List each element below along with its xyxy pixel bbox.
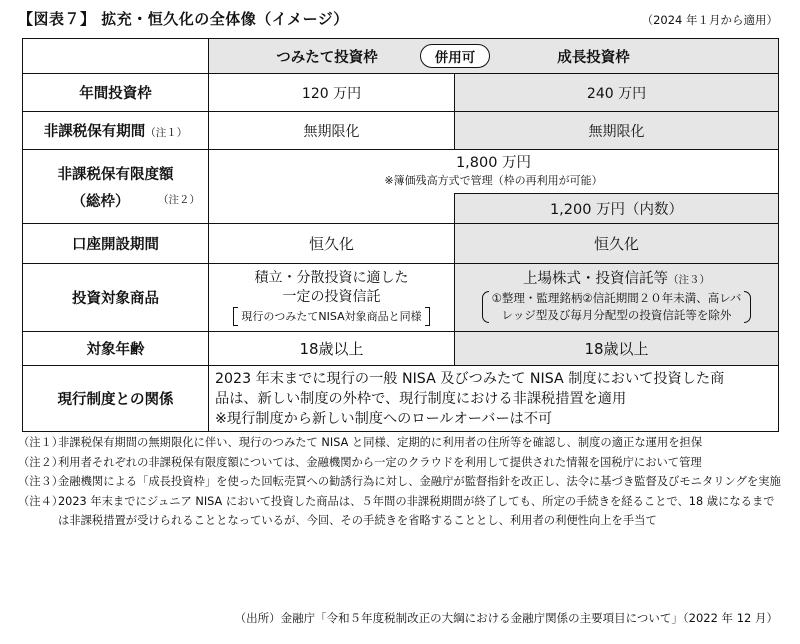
products-tsumitate-line1: 積立・分散投資に適した: [254, 270, 409, 286]
table-row: [23, 332, 779, 366]
age-seichou: 18歳以上: [455, 332, 779, 366]
row-label-account: 口座開設期間: [23, 224, 209, 264]
products-seichou-note-ref: （注３）: [668, 274, 710, 286]
footnote: [18, 492, 784, 531]
footnote: [18, 453, 784, 473]
row-label-limit: [23, 150, 209, 224]
products-seichou-line2: ①整理・監理銘柄②信託期間２０年未満、高レバ: [491, 291, 742, 305]
table-row: [23, 366, 779, 432]
footnote: [18, 433, 784, 453]
application-date-note: （2024 年１月から適用）: [641, 13, 778, 27]
period-tsumitate: 無期限化: [209, 112, 455, 150]
relation-cell: [209, 366, 779, 432]
footnote: [18, 472, 784, 492]
limit-total-sub: ※簿価残高方式で管理（枠の再利用が可能）: [384, 173, 603, 187]
row-label-products: 投資対象商品: [23, 264, 209, 332]
row-label-period: [23, 112, 209, 150]
footnotes: [18, 433, 784, 531]
footnote-text: 2023 年末までにジュニア NISA において投資した商品は、５年間の非課税期間が終了しても、所定の手続きを経ることで、18 歳になるまでは非課税措置が受けられることとなっているが、今回、その手続きを省略することとし、利用者の利便性向上を手当て: [58, 494, 775, 527]
limit-inner: 1,200 万円（内数）: [455, 194, 779, 224]
limit-label-line2: （総枠）: [71, 193, 130, 210]
footnote-text: 利用者それぞれの非課税保有限度額については、金融機関から一定のクラウドを利用して提供された情報を国税庁において管理: [58, 455, 702, 469]
relation-line3: ※現行制度から新しい制度へのロールオーバーは不可: [215, 410, 553, 427]
header-seichou: 成長投資枠: [557, 49, 630, 66]
relation-line1: 2023 年末までに現行の一般 NISA 及びつみたて NISA 制度において投資した商: [215, 370, 725, 387]
figure-title: 【図表７】 拡充・恒久化の全体像（イメージ）: [18, 10, 349, 28]
products-seichou-line3: レッジ型及び毎月分配型の投資信託等を除外: [501, 308, 732, 322]
footnote-tag: （注３）: [18, 475, 64, 488]
heiyou-badge: 併用可: [420, 44, 491, 68]
row-label-annual: 年間投資枠: [23, 74, 209, 112]
account-tsumitate: 恒久化: [209, 224, 455, 264]
footnote-text: 非課税保有期間の無期限化に伴い、現行のつみたて NISA と同様、定期的に利用者の住所等を確認し、制度の適正な運用を担保: [58, 436, 703, 449]
footnote-tag: （注４）: [18, 494, 64, 508]
limit-empty-cell: [209, 194, 455, 224]
age-tsumitate: 18歳以上: [209, 332, 455, 366]
limit-total: 1,800 万円: [455, 154, 532, 171]
table-row: [23, 74, 779, 112]
row-label-age: 対象年齢: [23, 332, 209, 366]
table-row: [23, 112, 779, 150]
products-tsumitate-line2: 一定の投資信託: [282, 289, 381, 305]
products-seichou-exclusions: [482, 290, 752, 324]
header-empty-cell: [23, 39, 209, 74]
limit-total-cell: [209, 150, 779, 194]
annual-seichou: 240 万円: [455, 74, 779, 112]
products-seichou: [455, 264, 779, 332]
row-label-relation: 現行制度との関係: [23, 366, 209, 432]
products-tsumitate: [209, 264, 455, 332]
products-tsumitate-line3: 現行のつみたてNISA対象商品と同様: [233, 307, 429, 326]
footnote-tag: （注２）: [18, 455, 64, 469]
account-seichou: 恒久化: [455, 224, 779, 264]
header-tsumitate: つみたて投資枠: [276, 49, 378, 66]
products-seichou-line1: 上場株式・投資信託等: [523, 271, 668, 287]
relation-line2: 品は、新しい制度の外枠で、現行制度における非課税措置を適用: [215, 390, 627, 407]
table-row: [23, 150, 779, 194]
footnote-tag: （注１）: [18, 436, 64, 449]
table-row: [23, 264, 779, 332]
table-header-row: [23, 39, 779, 74]
footnote-text: 金融機関による「成長投資枠」を使った回転売買への勧誘行為に対し、金融庁が監督指針を改正し、法令に基づき監督及びモニタリングを実施: [58, 475, 781, 488]
period-note-ref: （注１）: [145, 127, 188, 139]
source-citation: （出所）金融庁「令和５年度税制改正の大綱における金融庁関係の主要項目について」（2022 年 12 月）: [234, 611, 778, 625]
limit-label-line1: 非課税保有限度額: [57, 166, 174, 183]
table-row: [23, 224, 779, 264]
nisa-overview-table: [22, 38, 779, 432]
limit-note-ref: （注２）: [158, 193, 200, 206]
period-label-text: 非課税保有期間: [43, 124, 146, 140]
period-seichou: 無期限化: [455, 112, 779, 150]
header-cell: [209, 39, 779, 74]
annual-tsumitate: 120 万円: [209, 74, 455, 112]
